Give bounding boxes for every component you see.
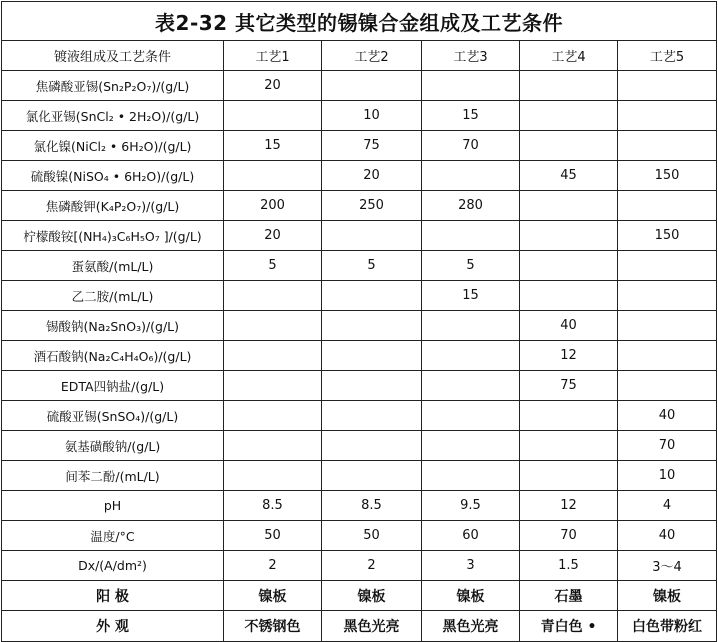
table-cell: 镍板 <box>618 581 717 611</box>
row-label: 阳 极 <box>2 581 224 611</box>
table-cell <box>422 461 520 491</box>
table-cell: 20 <box>322 161 422 191</box>
table-cell <box>618 191 717 221</box>
table-row <box>2 251 717 281</box>
table-cell: 镍板 <box>322 581 422 611</box>
row-label: 锡酸钠(Na₂SnO₃)/(g/L) <box>2 311 224 341</box>
table-cell <box>224 401 322 431</box>
table-cell <box>224 371 322 401</box>
table-cell: 50 <box>322 521 422 551</box>
table-cell: 150 <box>618 221 717 251</box>
row-label: 硫酸亚锡(SnSO₄)/(g/L) <box>2 401 224 431</box>
table-cell <box>520 281 618 311</box>
table-cell <box>422 341 520 371</box>
table-cell <box>618 71 717 101</box>
table-row <box>2 311 717 341</box>
table-cell: 不锈钢色 <box>224 611 322 642</box>
row-label: 焦磷酸亚锡(Sn₂P₂O₇)/(g/L) <box>2 71 224 101</box>
table-row <box>2 101 717 131</box>
table-row <box>2 491 717 521</box>
table-cell <box>322 431 422 461</box>
header-label: 镀液组成及工艺条件 <box>2 41 224 71</box>
row-label: Dx/(A/dm²) <box>2 551 224 581</box>
table-cell <box>618 251 717 281</box>
table-cell <box>520 101 618 131</box>
table-cell: 2 <box>224 551 322 581</box>
table-cell: 10 <box>618 461 717 491</box>
table-row <box>2 551 717 581</box>
table-cell <box>520 221 618 251</box>
row-label: 温度/°C <box>2 521 224 551</box>
header-col-2: 工艺2 <box>322 41 422 71</box>
table-cell <box>224 341 322 371</box>
table-row <box>2 191 717 221</box>
table-cell: 5 <box>224 251 322 281</box>
row-label: 蛋氨酸/(mL/L) <box>2 251 224 281</box>
table-cell: 10 <box>322 101 422 131</box>
row-label: 酒石酸钠(Na₂C₄H₄O₆)/(g/L) <box>2 341 224 371</box>
row-label: 硫酸镍(NiSO₄ • 6H₂O)/(g/L) <box>2 161 224 191</box>
table-cell: 60 <box>422 521 520 551</box>
table-cell: 5 <box>422 251 520 281</box>
table-cell <box>422 221 520 251</box>
table-cell <box>322 71 422 101</box>
table-cell <box>520 131 618 161</box>
header-col-4: 工艺4 <box>520 41 618 71</box>
row-label: 氯化镍(NiCl₂ • 6H₂O)/(g/L) <box>2 131 224 161</box>
table-cell: 8.5 <box>322 491 422 521</box>
process-table <box>1 1 717 642</box>
table-cell: 青白色 • <box>520 611 618 642</box>
table-row <box>2 281 717 311</box>
table-row <box>2 461 717 491</box>
table-cell <box>322 281 422 311</box>
table-cell: 4 <box>618 491 717 521</box>
table-cell <box>618 101 717 131</box>
table-row <box>2 341 717 371</box>
row-label: 焦磷酸钾(K₄P₂O₇)/(g/L) <box>2 191 224 221</box>
table-row <box>2 581 717 611</box>
table-cell: 黑色光亮 <box>422 611 520 642</box>
table-cell: 200 <box>224 191 322 221</box>
header-col-3: 工艺3 <box>422 41 520 71</box>
table-cell <box>422 401 520 431</box>
table-row <box>2 521 717 551</box>
table-cell: 5 <box>322 251 422 281</box>
table-title: 表2-32 其它类型的锡镍合金组成及工艺条件 <box>2 2 717 41</box>
table-cell: 2 <box>322 551 422 581</box>
table-cell: 75 <box>322 131 422 161</box>
table-cell <box>224 311 322 341</box>
header-col-1: 工艺1 <box>224 41 322 71</box>
table-cell: 8.5 <box>224 491 322 521</box>
row-label: 间苯二酚/(mL/L) <box>2 461 224 491</box>
table-cell: 白色带粉红 <box>618 611 717 642</box>
table-cell <box>322 371 422 401</box>
table-cell <box>422 311 520 341</box>
table-row <box>2 131 717 161</box>
table-cell: 150 <box>618 161 717 191</box>
table-cell: 15 <box>422 281 520 311</box>
table-cell: 石墨 <box>520 581 618 611</box>
table-cell: 20 <box>224 221 322 251</box>
table-cell: 75 <box>520 371 618 401</box>
table-cell <box>224 281 322 311</box>
row-label: 柠檬酸铵[(NH₄)₃C₆H₅O₇ ]/(g/L) <box>2 221 224 251</box>
table-cell: 12 <box>520 341 618 371</box>
table-cell <box>422 161 520 191</box>
table-cell: 280 <box>422 191 520 221</box>
table-cell: 镍板 <box>422 581 520 611</box>
table-row <box>2 611 717 642</box>
header-row <box>2 41 717 71</box>
table-cell <box>224 431 322 461</box>
table-cell <box>322 461 422 491</box>
table-cell <box>422 71 520 101</box>
table-cell: 3～4 <box>618 551 717 581</box>
table-cell: 45 <box>520 161 618 191</box>
table-cell: 黑色光亮 <box>322 611 422 642</box>
table-cell <box>618 371 717 401</box>
table-cell <box>520 191 618 221</box>
table-cell <box>422 431 520 461</box>
table-cell: 15 <box>422 101 520 131</box>
header-col-5: 工艺5 <box>618 41 717 71</box>
table-cell <box>224 161 322 191</box>
table-cell: 40 <box>520 311 618 341</box>
table-cell <box>618 131 717 161</box>
table-cell <box>322 221 422 251</box>
table-cell <box>618 341 717 371</box>
table-cell: 70 <box>422 131 520 161</box>
table-cell: 70 <box>618 431 717 461</box>
table-cell: 12 <box>520 491 618 521</box>
table-cell: 镍板 <box>224 581 322 611</box>
table-cell: 250 <box>322 191 422 221</box>
table-cell <box>224 461 322 491</box>
table-cell <box>422 371 520 401</box>
row-label: 氨基磺酸钠/(g/L) <box>2 431 224 461</box>
table-cell: 20 <box>224 71 322 101</box>
table-row <box>2 71 717 101</box>
document-sheet <box>1 1 716 639</box>
table-cell: 3 <box>422 551 520 581</box>
table-cell <box>520 461 618 491</box>
row-label: 乙二胺/(mL/L) <box>2 281 224 311</box>
row-label: 氯化亚锡(SnCl₂ • 2H₂O)/(g/L) <box>2 101 224 131</box>
table-cell <box>520 431 618 461</box>
table-cell: 15 <box>224 131 322 161</box>
table-row <box>2 431 717 461</box>
table-cell <box>520 71 618 101</box>
table-cell: 9.5 <box>422 491 520 521</box>
table-row <box>2 371 717 401</box>
table-cell <box>224 101 322 131</box>
row-label: 外 观 <box>2 611 224 642</box>
table-cell <box>520 251 618 281</box>
table-cell <box>520 401 618 431</box>
table-row <box>2 401 717 431</box>
table-cell <box>322 311 422 341</box>
row-label: EDTA四钠盐/(g/L) <box>2 371 224 401</box>
table-cell: 40 <box>618 521 717 551</box>
table-cell: 1.5 <box>520 551 618 581</box>
table-row <box>2 161 717 191</box>
table-cell: 70 <box>520 521 618 551</box>
table-cell <box>618 281 717 311</box>
table-cell <box>322 401 422 431</box>
table-cell <box>322 341 422 371</box>
title-row <box>2 2 717 41</box>
row-label: pH <box>2 491 224 521</box>
table-cell: 40 <box>618 401 717 431</box>
table-cell <box>618 311 717 341</box>
table-row <box>2 221 717 251</box>
table-cell: 50 <box>224 521 322 551</box>
